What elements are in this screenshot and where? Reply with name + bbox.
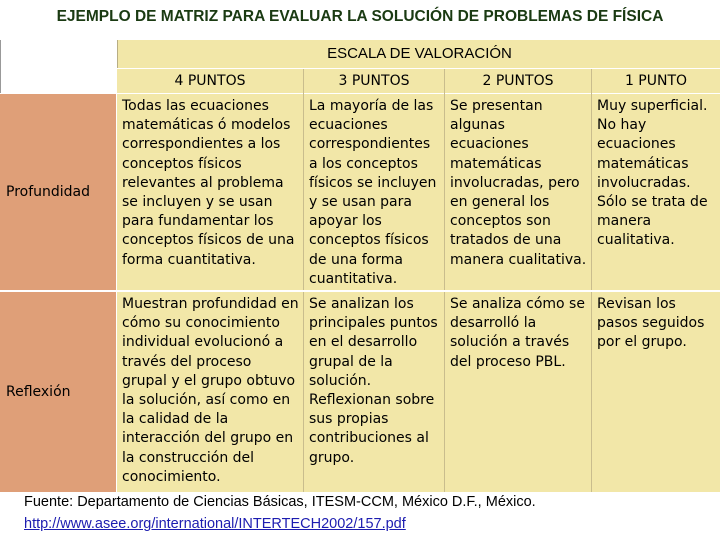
column-header-2: 2 PUNTOS bbox=[445, 69, 591, 93]
column-header-3: 3 PUNTOS bbox=[304, 69, 444, 93]
column-divider bbox=[303, 69, 304, 492]
row-label-reflexion: Reflexión bbox=[0, 292, 116, 492]
cell-profundidad-2: Se presentan algunas ecuaciones matemáticas involucradas, pero en general los conceptos son tratados de una manera cualitativa. bbox=[445, 94, 591, 290]
cell-reflexion-3: Se analizan los principales puntos en el desarrollo grupal de la solución. Reflexionan sobre sus propias contribuciones al grupo. bbox=[304, 292, 444, 492]
cell-reflexion-4: Muestran profundidad en cómo su conocimiento individual evolucionó a través del proceso grupal y el grupo obtuvo la solución, así como en la calidad de la interacción del grupo en la construcción del conocimiento. bbox=[117, 292, 303, 492]
row-divider bbox=[0, 290, 720, 292]
column-header-1: 1 PUNTO bbox=[592, 69, 720, 93]
cell-profundidad-1: Muy superficial. No hay ecuaciones matemáticas involucradas. Sólo se trata de manera cualitativa. bbox=[592, 94, 720, 290]
cell-profundidad-3: La mayoría de las ecuaciones correspondientes a los conceptos físicos se incluyen y se usan para apoyar los conceptos físicos de una forma cuantitativa. bbox=[304, 94, 444, 290]
column-divider bbox=[444, 69, 445, 492]
cell-profundidad-4: Todas las ecuaciones matemáticas ó modelos correspondientes a los conceptos físicos relevantes al problema se incluyen y se usan para fundamentar los conceptos físicos de una forma cuantitativa. bbox=[117, 94, 303, 290]
column-divider bbox=[591, 69, 592, 492]
source-link[interactable]: http://www.asee.org/international/INTERTECH2002/157.pdf bbox=[24, 516, 406, 532]
cell-reflexion-2: Se analiza cómo se desarrolló la solución a través del proceso PBL. bbox=[445, 292, 591, 492]
column-header-4: 4 PUNTOS bbox=[117, 69, 303, 93]
source-note: Fuente: Departamento de Ciencias Básicas, ITESM-CCM, México D.F., México. bbox=[24, 494, 536, 510]
row-label-profundidad: Profundidad bbox=[0, 94, 116, 290]
page-title: EJEMPLO DE MATRIZ PARA EVALUAR LA SOLUCIÓN DE PROBLEMAS DE FÍSICA bbox=[56, 8, 664, 25]
cell-reflexion-1: Revisan los pasos seguidos por el grupo. bbox=[592, 292, 720, 492]
scale-header: ESCALA DE VALORACIÓN bbox=[117, 40, 720, 68]
empty-corner-cell bbox=[0, 40, 116, 93]
